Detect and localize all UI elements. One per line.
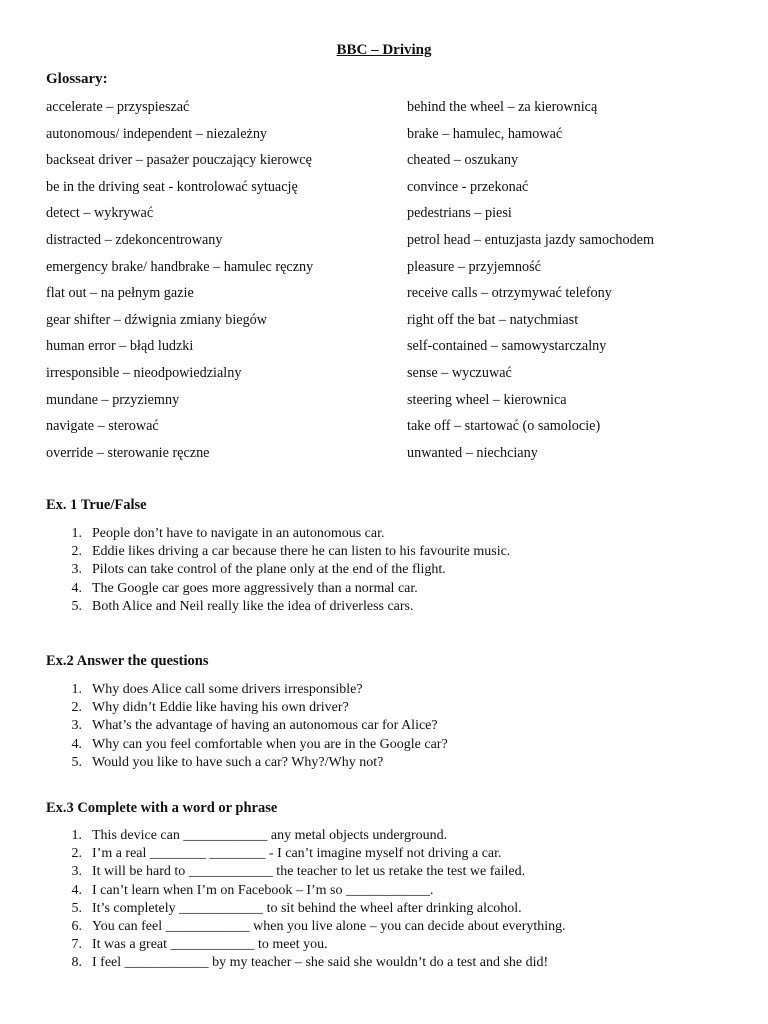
- glossary-entry: cheated – oszukany: [407, 152, 519, 169]
- item-text: I’m a real ________ ________ - I can’t imagine myself not driving a car.: [92, 846, 502, 862]
- item-text: It was a great ____________ to meet you.: [92, 937, 328, 953]
- glossary-left-column: [46, 98, 396, 470]
- item-number: 1.: [71, 526, 82, 541]
- glossary-entry: autonomous/ independent – niezależny: [46, 125, 268, 142]
- ex1-heading: Ex. 1 True/False: [46, 497, 147, 513]
- item-text: You can feel ____________ when you live alone – you can decide about everything.: [92, 918, 566, 934]
- item-text: Why can you feel comfortable when you are in the Google car?: [92, 736, 448, 752]
- item-number: 2.: [71, 544, 82, 560]
- item-number: 6.: [71, 918, 82, 934]
- item-text: Pilots can take control of the plane only at the end of the flight.: [92, 562, 446, 578]
- glossary-entry: convince - przekonać: [407, 178, 529, 195]
- glossary-entry: backseat driver – pasażer pouczający kierowcę: [46, 152, 312, 169]
- item-number: 4.: [71, 580, 82, 596]
- item-text: The Google car goes more aggressively than a normal car.: [92, 580, 418, 596]
- item-number: 8.: [71, 955, 82, 971]
- ex3-heading: Ex.3 Complete with a word or phrase: [46, 800, 278, 816]
- glossary-entry: brake – hamulec, hamować: [407, 125, 563, 142]
- glossary-entry: detect – wykrywać: [46, 205, 154, 222]
- glossary-entry: irresponsible – nieodpowiedzialny: [46, 364, 242, 381]
- glossary-entry: take off – startować (o samolocie): [407, 418, 601, 435]
- glossary-entry: pleasure – przyjemność: [407, 258, 541, 275]
- glossary-heading: Glossary:: [46, 71, 108, 87]
- ex2-heading: Ex.2 Answer the questions: [46, 653, 209, 669]
- glossary-right-column: [407, 98, 747, 470]
- glossary-entry: sense – wyczuwać: [407, 364, 512, 381]
- item-number: 5.: [71, 598, 82, 614]
- item-text: I can’t learn when I’m on Facebook – I’m so ____________.: [92, 882, 434, 898]
- item-number: 1.: [71, 682, 82, 697]
- glossary-entry: right off the bat – natychmiast: [407, 311, 579, 328]
- item-number: 4.: [71, 736, 82, 752]
- item-number: 3.: [71, 864, 82, 880]
- item-number: 5.: [71, 754, 82, 770]
- item-text: It will be hard to ____________ the teacher to let us retake the test we failed.: [92, 864, 526, 880]
- glossary-entry: distracted – zdekoncentrowany: [46, 231, 223, 248]
- item-text: Both Alice and Neil really like the idea of driverless cars.: [92, 598, 414, 614]
- glossary-entry: flat out – na pełnym gazie: [46, 285, 194, 302]
- glossary-entry: human error – błąd ludzki: [46, 338, 194, 355]
- item-text: People don’t have to navigate in an autonomous car.: [92, 526, 385, 541]
- item-number: 2.: [71, 846, 82, 862]
- glossary-entry: be in the driving seat - kontrolować sytuację: [46, 178, 298, 195]
- glossary-entry: mundane – przyziemny: [46, 391, 180, 408]
- glossary-entry: navigate – sterować: [46, 418, 159, 435]
- glossary-entry: override – sterowanie ręczne: [46, 444, 210, 461]
- glossary-entry: unwanted – niechciany: [407, 444, 538, 461]
- item-number: 5.: [71, 900, 82, 916]
- glossary-entry: gear shifter – dźwignia zmiany biegów: [46, 311, 268, 328]
- item-text: What’s the advantage of having an autonomous car for Alice?: [92, 718, 438, 734]
- glossary-entry: emergency brake/ handbrake – hamulec ręczny: [46, 258, 314, 275]
- item-text: Would you like to have such a car? Why?/Why not?: [92, 754, 384, 770]
- item-text: Why does Alice call some drivers irresponsible?: [92, 682, 363, 697]
- item-number: 2.: [71, 700, 82, 716]
- item-text: It’s completely ____________ to sit behind the wheel after drinking alcohol.: [92, 900, 522, 916]
- glossary-entry: accelerate – przyspieszać: [46, 99, 190, 115]
- glossary-entry: steering wheel – kierownica: [407, 391, 567, 408]
- glossary-entry: petrol head – entuzjasta jazdy samochodem: [407, 231, 655, 248]
- item-number: 3.: [71, 718, 82, 734]
- document-title: BBC – Driving: [336, 42, 432, 58]
- item-text: Why didn’t Eddie like having his own driver?: [92, 700, 349, 716]
- glossary-entry: pedestrians – piesi: [407, 205, 512, 222]
- item-number: 1.: [71, 828, 82, 843]
- glossary-entry: receive calls – otrzymywać telefony: [407, 285, 612, 302]
- item-text: This device can ____________ any metal objects underground.: [92, 828, 448, 843]
- item-text: Eddie likes driving a car because there he can listen to his favourite music.: [92, 544, 511, 560]
- glossary-entry: self-contained – samowystarczalny: [407, 338, 607, 355]
- item-number: 3.: [71, 562, 82, 578]
- item-number: 7.: [71, 937, 82, 953]
- glossary-entry: behind the wheel – za kierownicą: [407, 99, 598, 115]
- item-text: I feel ____________ by my teacher – she said she wouldn’t do a test and she did!: [92, 955, 549, 971]
- item-number: 4.: [71, 882, 82, 898]
